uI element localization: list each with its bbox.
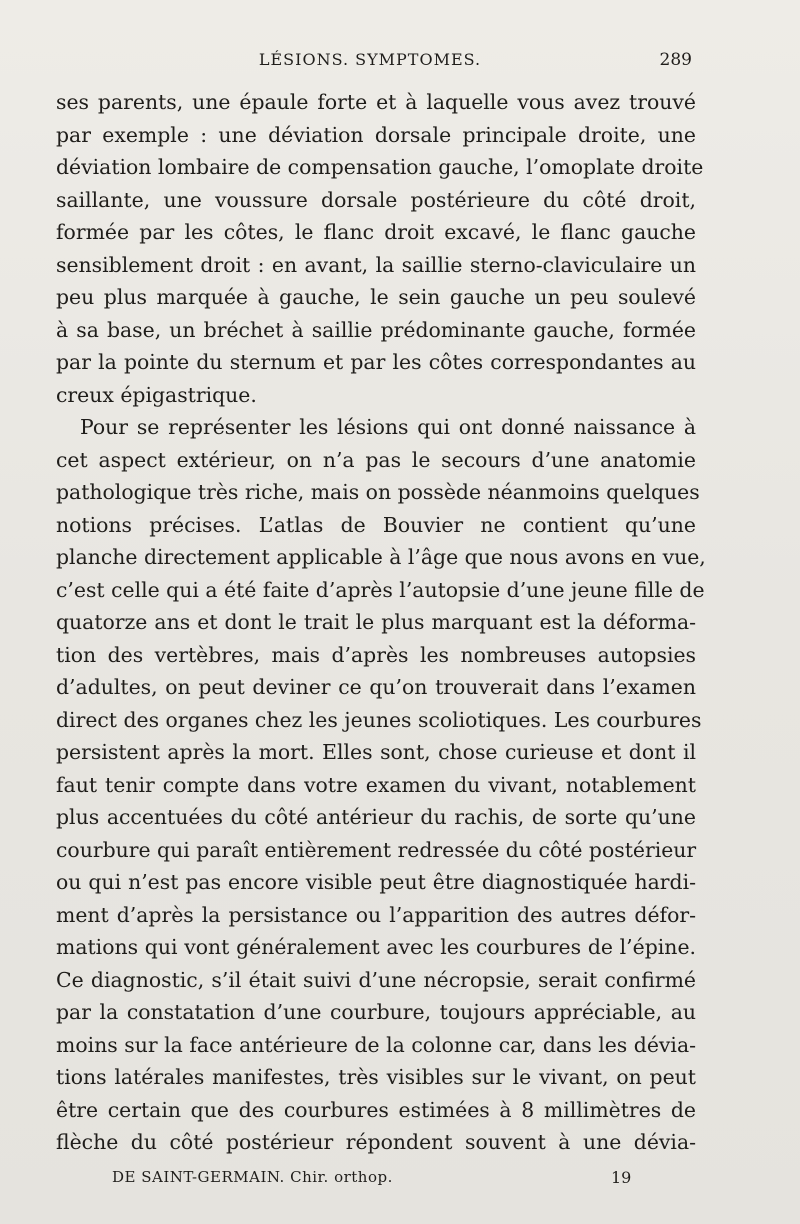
text-line-24: courbure qui paraît entièrement redressée du côté postérieur bbox=[56, 837, 697, 862]
page-number: 289 bbox=[659, 50, 692, 70]
running-header bbox=[0, 48, 800, 76]
text-line-10: creux épigastrique. bbox=[56, 382, 257, 407]
signature-line: DE SAINT-GERMAIN. Chir. orthop. bbox=[112, 1168, 393, 1186]
text-line-13: pathologique très riche, mais on possède néanmoins quelques bbox=[56, 480, 700, 504]
page-body-text bbox=[56, 86, 706, 1159]
text-line-6: sensiblement droit : en avant, la saillie sterno-claviculaire un bbox=[56, 252, 696, 277]
text-line-20: direct des organes chez les jeunes scoliotiques. Les courbures bbox=[56, 707, 702, 732]
text-line-19: d’adultes, on peut deviner ce qu’on trouverait dans l’examen bbox=[56, 675, 696, 699]
text-line-9: par la pointe du sternum et par les côtes correspondantes au bbox=[56, 350, 696, 374]
text-line-27: mations qui vont généralement avec les courbures de l’épine. bbox=[56, 935, 696, 959]
text-line-5: formée par les côtes, le flanc droit excavé, le flanc gauche bbox=[56, 220, 696, 244]
text-line-17: quatorze ans et dont le trait le plus marquant est la déforma- bbox=[56, 610, 696, 634]
text-line-23: plus accentuées du côté antérieur du rachis, de sorte qu’une bbox=[56, 805, 696, 829]
text-line-25: ou qui n’est pas encore visible peut être diagnostiquée hardi- bbox=[56, 870, 696, 894]
text-line-7: peu plus marquée à gauche, le sein gauche un peu soulevé bbox=[56, 285, 696, 309]
text-line-15: planche directement applicable à l’âge que nous avons en vue, bbox=[56, 545, 706, 569]
text-line-1: ses parents, une épaule forte et à laquelle vous avez trouvé bbox=[56, 90, 696, 114]
text-line-12: cet aspect extérieur, on n’a pas le secours d’une anatomie bbox=[56, 447, 696, 472]
text-line-18: tion des vertèbres, mais d’après les nombreuses autopsies bbox=[56, 642, 696, 667]
text-line-29: par la constatation d’une courbure, toujours appréciable, au bbox=[56, 1000, 696, 1024]
text-line-14: notions précises. L’atlas de Bouvier ne contient qu’une bbox=[56, 512, 696, 537]
text-line-30: moins sur la face antérieure de la colonne car, dans les dévia- bbox=[56, 1032, 696, 1057]
text-line-16: c’est celle qui a été faite d’après l’autopsie d’une jeune fille de bbox=[56, 577, 705, 602]
text-line-4: saillante, une voussure dorsale postérieure du côté droit, bbox=[56, 187, 696, 212]
text-line-33: flèche du côté postérieur répondent souvent à une dévia- bbox=[56, 1130, 696, 1154]
text-line-22: faut tenir compte dans votre examen du vivant, notablement bbox=[56, 772, 696, 797]
text-line-32: être certain que des courbures estimées à 8 millimètres de bbox=[56, 1097, 696, 1122]
signature-number: 19 bbox=[611, 1168, 632, 1187]
text-line-26: ment d’après la persistance ou l’apparition des autres défor- bbox=[56, 902, 696, 927]
text-line-31: tions latérales manifestes, très visibles sur le vivant, on peut bbox=[56, 1065, 696, 1089]
text-line-11: Pour se représenter les lésions qui ont donné naissance à bbox=[80, 415, 696, 439]
text-line-8: à sa base, un bréchet à saillie prédominante gauche, formée bbox=[56, 317, 696, 342]
text-line-3: déviation lombaire de compensation gauche, l’omoplate droite bbox=[56, 155, 704, 179]
text-line-2: par exemple : une déviation dorsale principale droite, une bbox=[56, 122, 696, 147]
text-line-21: persistent après la mort. Elles sont, chose curieuse et dont il bbox=[56, 740, 696, 764]
page-footer bbox=[0, 1168, 800, 1192]
text-line-28: Ce diagnostic, s’il était suivi d’une nécropsie, serait confirmé bbox=[56, 967, 696, 992]
running-title: LÉSIONS. SYMPTOMES. bbox=[258, 50, 482, 69]
